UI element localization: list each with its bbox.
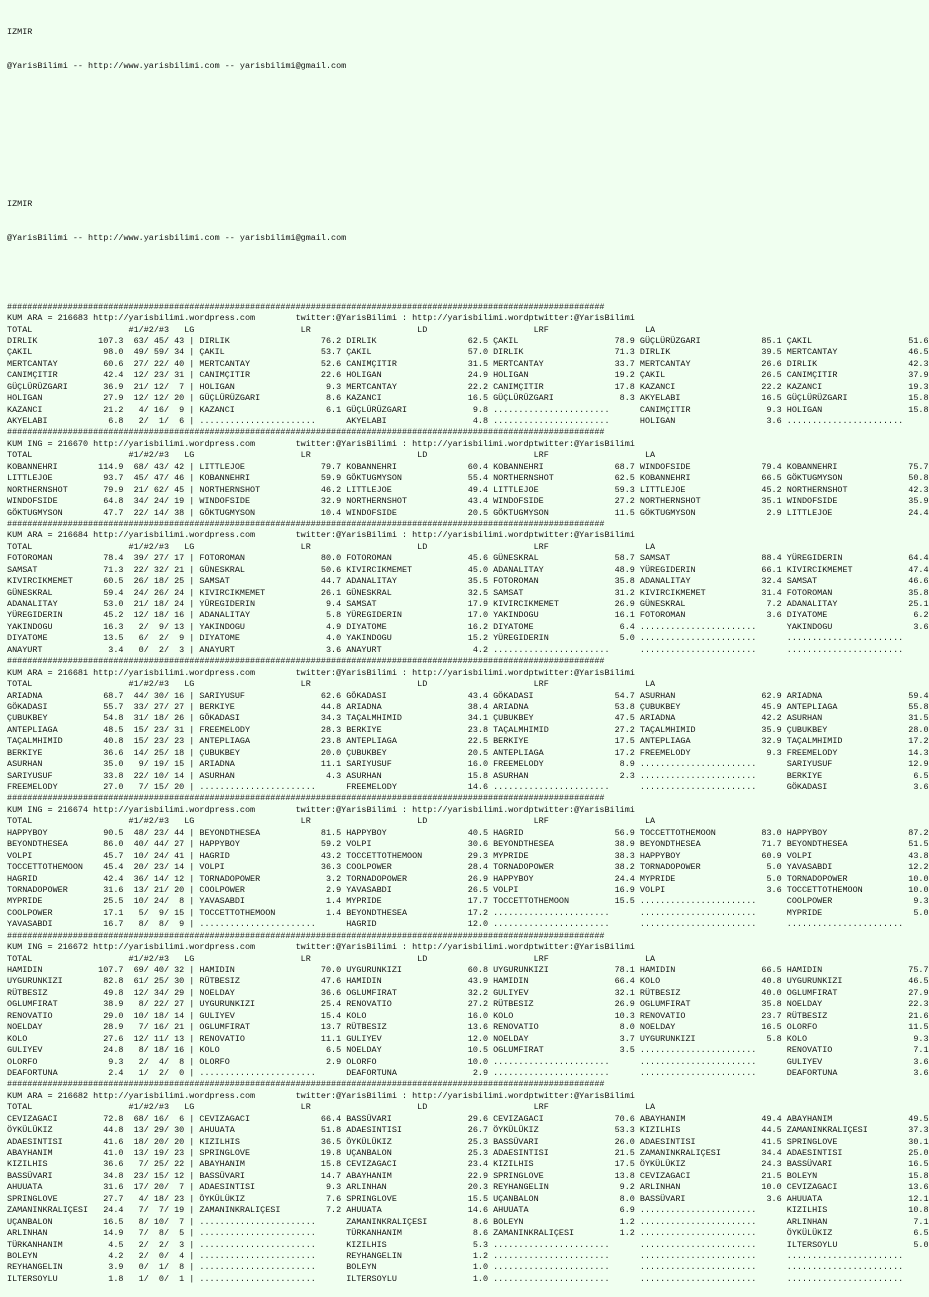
column-header-row: TOTAL #1/#2/#3 LG LR LD LRF LA — [7, 324, 656, 335]
race-sections — [7, 302, 929, 1286]
spacer — [7, 130, 929, 141]
result-row: MERTCANTAY 60.6 27/ 22/ 40 | MERTCANTAY 52.6 CANIMÇITIR 31.5 MERTCANTAY 33.7 MERTCANTAY 26.6 DIRLIK 42.3 — [7, 358, 929, 369]
result-row: LITTLEJOE 93.7 45/ 47/ 46 | KOBANNEHRI 59.9 GÖKTUGMYSON 55.4 NORTHERNSHOT 62.5 KOBANNEHRI 66.5 GÖKTUGMYSON 50.8 — [7, 473, 929, 484]
result-row: KAZANCI 21.2 4/ 16/ 9 | KAZANCI 6.1 GÜÇLÜRÜZGARI 9.8 ....................... CANIMÇITIR 9.3 HOLIGAN 15.8 — [7, 404, 929, 415]
result-row: YÜREGIDERIN 45.2 12/ 18/ 16 | ADANALITAY 5.8 YÜREGIDERIN 17.0 YAKINDOGU 16.1 FOTOROMAN 3.6 DIYATOME 6.2 — [7, 610, 929, 621]
column-header-row: TOTAL #1/#2/#3 LG LR LD LRF LA — [7, 679, 656, 690]
result-row: DEAFORTUNA 2.4 1/ 2/ 0 | ....................... DEAFORTUNA 2.9 ....................... ....................... DEAFORTUNA 3.6 — [7, 1067, 929, 1078]
section-title: KUM ARA = 216683 http://yarisbilimi.wordpress.com twitter:@YarisBilimi : http://yarisbilimi.wordptwitter:@YarisBilimi — [7, 313, 635, 324]
section-title: KUM ARA = 216681 http://yarisbilimi.wordpress.com twitter:@YarisBilimi : http://yarisbilimi.wordptwitter:@YarisBilimi — [7, 667, 635, 678]
result-row: NOELDAY 28.9 7/ 16/ 21 | OGLUMFIRAT 13.7 RÜTBESIZ 13.6 RENOVATIO 8.0 NOELDAY 16.5 OLORFO 11.5 — [7, 1022, 929, 1033]
result-row: HAGRID 42.4 36/ 14/ 12 | TORNADOPOWER 3.2 TORNADOPOWER 26.9 HAPPYBOY 24.4 MYPRIDE 5.0 TORNADOPOWER 10.0 — [7, 873, 929, 884]
column-header-row: TOTAL #1/#2/#3 LG LR LD LRF LA — [7, 450, 656, 461]
result-row: ÇAKIL 98.0 49/ 59/ 34 | ÇAKIL 53.7 ÇAKIL 57.0 DIRLIK 71.3 DIRLIK 39.5 MERTCANTAY 46.5 — [7, 347, 929, 358]
result-row: BERKIYE 36.6 14/ 25/ 18 | ÇUBUKBEY 20.0 ÇUBUKBEY 20.5 ANTEPLIAGA 17.2 FREEMELODY 9.3 FREEMELODY 14.3 — [7, 747, 929, 758]
result-row: UYGURUNKIZI 82.8 61/ 25/ 30 | RÜTBESIZ 47.6 HAMIDIN 43.9 HAMIDIN 66.4 KOLO 40.8 UYGURUNKIZI 46.5 — [7, 976, 929, 987]
result-row: MYPRIDE 25.5 10/ 24/ 8 | YAVASABDI 1.4 MYPRIDE 17.7 TOCCETTOTHEMOON 15.5 ....................... COOLPOWER 9.3 — [7, 896, 929, 907]
result-row: NORTHERNSHOT 79.9 21/ 62/ 45 | NORTHERNSHOT 46.2 LITTLEJOE 49.4 LITTLEJOE 59.3 LITTLEJOE 45.2 NORTHERNSHOT 42.3 — [7, 484, 929, 495]
header-contact: @YarisBilimi -- http://www.yarisbilimi.com -- yarisbilimi@gmail.com — [7, 61, 347, 72]
result-row: GÖKTUGMYSON 47.7 22/ 14/ 38 | GÖKTUGMYSON 10.4 WINDOFSIDE 20.5 GÖKTUGMYSON 11.5 GÖKTUGMYSON 2.9 LITTLEJOE 24.4 — [7, 507, 929, 518]
result-row: REYHANGELIN 3.9 0/ 1/ 8 | ....................... BOLEYN 1.0 ....................... ....................... ....................... — [7, 1262, 929, 1273]
result-row: ARIADNA 68.7 44/ 30/ 16 | SARIYUSUF 62.6 GÖKADASI 43.4 GÖKADASI 54.7 ASURHAN 62.9 ARIADNA 59.4 — [7, 690, 929, 701]
section-divider: ###################################################################################################################### — [7, 930, 605, 941]
spacer — [7, 164, 929, 175]
result-row: GULIYEV 24.8 8/ 18/ 16 | KOLO 6.5 NOELDAY 10.5 OGLUMFIRAT 3.5 ....................... RENOVATIO 7.1 — [7, 1045, 929, 1056]
section-title: KUM ING = 216674 http://yarisbilimi.wordpress.com twitter:@YarisBilimi : http://yarisbilimi.wordptwitter:@YarisBilimi — [7, 804, 635, 815]
result-row: COOLPOWER 17.1 5/ 9/ 15 | TOCCETTOTHEMOON 1.4 BEYONDTHESEA 17.2 ....................... ....................... MYPRIDE 5.0 — [7, 907, 929, 918]
result-row: ZAMANINKRALIÇESI 24.4 7/ 7/ 19 | ZAMANINKRALIÇESI 7.2 AHUUATA 14.6 AHUUATA 6.9 ....................... KIZILHIS 10.8 — [7, 1205, 929, 1216]
result-row: BOLEYN 4.2 2/ 0/ 4 | ....................... REYHANGELIN 1.2 ....................... ....................... ....................... — [7, 1250, 929, 1261]
spacer — [7, 267, 929, 278]
column-header-row: TOTAL #1/#2/#3 LG LR LD LRF LA — [7, 541, 656, 552]
result-row: CANIMÇITIR 42.4 12/ 23/ 31 | CANIMÇITIR 22.6 HOLIGAN 24.9 HOLIGAN 19.2 ÇAKIL 26.5 CANIMÇITIR 37.9 — [7, 370, 929, 381]
result-row: TAÇALMHIMID 40.8 15/ 23/ 23 | ANTEPLIAGA 23.8 ANTEPLIAGA 22.5 BERKIYE 17.5 ANTEPLIAGA 32.9 TAÇALMHIMID 17.2 — [7, 736, 929, 747]
result-row: TOCCETTOTHEMOON 45.4 20/ 23/ 14 | VOLPI 36.3 COOLPOWER 28.4 TORNADOPOWER 38.2 TORNADOPOWER 5.0 YAVASABDI 12.2 — [7, 862, 929, 873]
result-row: ANTEPLIAGA 48.5 15/ 23/ 31 | FREEMELODY 28.3 BERKIYE 23.8 TAÇALMHIMID 27.2 TAÇALMHIMID 35.9 ÇUBUKBEY 28.0 — [7, 724, 929, 735]
result-row: HAPPYBOY 90.5 48/ 23/ 44 | BEYONDTHESEA 81.5 HAPPYBOY 40.5 HAGRID 56.9 TOCCETTOTHEMOON 83.0 HAPPYBOY 87.2 — [7, 827, 929, 838]
result-row: FOTOROMAN 78.4 39/ 27/ 17 | FOTOROMAN 80.0 FOTOROMAN 45.6 GÜNESKRAL 58.7 SAMSAT 88.4 YÜREGIDERIN 64.4 — [7, 553, 929, 564]
result-row: SAMSAT 71.3 22/ 32/ 21 | GÜNESKRAL 50.6 KIVIRCIKMEMET 45.0 ADANALITAY 48.9 YÜREGIDERIN 66.1 KIVIRCIKMEMET 47.4 — [7, 564, 929, 575]
section-title: KUM ARA = 216684 http://yarisbilimi.wordpress.com twitter:@YarisBilimi : http://yarisbilimi.wordptwitter:@YarisBilimi — [7, 530, 635, 541]
result-row: DIYATOME 13.5 6/ 2/ 9 | DIYATOME 4.0 YAKINDOGU 15.2 YÜREGIDERIN 5.0 ....................... ....................... — [7, 633, 929, 644]
result-row: OGLUMFIRAT 38.9 8/ 22/ 27 | UYGURUNKIZI 25.4 RENOVATIO 27.2 RÜTBESIZ 26.9 OGLUMFIRAT 35.8 NOELDAY 22.3 — [7, 999, 929, 1010]
result-row: HOLIGAN 27.9 12/ 12/ 20 | GÜÇLÜRÜZGARI 8.6 KAZANCI 16.5 GÜÇLÜRÜZGARI 8.3 AKYELABI 16.5 GÜÇLÜRÜZGARI 15.8 — [7, 393, 929, 404]
column-header-row: TOTAL #1/#2/#3 LG LR LD LRF LA — [7, 953, 656, 964]
spacer — [7, 96, 929, 107]
result-row: BEYONDTHESEA 86.0 40/ 44/ 27 | HAPPYBOY 59.2 VOLPI 30.6 BEYONDTHESEA 38.9 BEYONDTHESEA 71.7 BEYONDTHESEA 51.5 — [7, 839, 929, 850]
result-row: GÖKADASI 55.7 33/ 27/ 27 | BERKIYE 44.8 ARIADNA 38.4 ARIADNA 53.8 ÇUBUKBEY 45.9 ANTEPLIAGA 55.8 — [7, 701, 929, 712]
result-row: AKYELABI 6.8 2/ 1/ 6 | ....................... AKYELABI 4.8 ....................... HOLIGAN 3.6 ....................... — [7, 416, 929, 427]
section-divider: ###################################################################################################################### — [7, 427, 605, 438]
section-divider: ###################################################################################################################### — [7, 301, 605, 312]
result-row: KOLO 27.6 12/ 11/ 13 | RENOVATIO 11.1 GULIYEV 12.0 NOELDAY 3.7 UYGURUNKIZI 5.8 KOLO 9.3 — [7, 1033, 929, 1044]
result-row: AHUUATA 31.6 17/ 20/ 7 | ADAESINTISI 9.3 ARLINHAN 20.3 REYHANGELIN 9.2 ARLINHAN 10.0 CEVIZAGACI 13.6 — [7, 1182, 929, 1193]
result-row: KIVIRCIKMEMET 60.5 26/ 18/ 25 | SAMSAT 44.7 ADANALITAY 35.5 FOTOROMAN 35.8 ADANALITAY 32.4 SAMSAT 46.6 — [7, 576, 929, 587]
result-row: CEVIZAGACI 72.8 68/ 16/ 6 | CEVIZAGACI 66.4 BASSÜVARI 29.6 CEVIZAGACI 70.6 ABAYHANIM 49.4 ABAYHANIM 49.5 — [7, 1113, 929, 1124]
section-title: KUM ING = 216672 http://yarisbilimi.wordpress.com twitter:@YarisBilimi : http://yarisbilimi.wordptwitter:@YarisBilimi — [7, 942, 635, 953]
section-divider: ###################################################################################################################### — [7, 1079, 605, 1090]
result-row: KOBANNEHRI 114.9 68/ 43/ 42 | LITTLEJOE 79.7 KOBANNEHRI 60.4 KOBANNEHRI 68.7 WINDOFSIDE 79.4 KOBANNEHRI 75.7 — [7, 461, 929, 472]
result-row: ÖYKÜLÜKIZ 44.8 13/ 29/ 30 | AHUUATA 51.8 ADAESINTISI 26.7 ÖYKÜLÜKIZ 53.3 KIZILHIS 44.5 ZAMANINKRALIÇESI 37.3 — [7, 1125, 929, 1136]
result-row: BASSÜVARI 34.8 23/ 15/ 12 | BASSÜVARI 14.7 ABAYHANIM 22.9 SPRINGLOVE 13.8 CEVIZAGACI 21.5 BOLEYN 15.8 — [7, 1170, 929, 1181]
section-title: KUM ING = 216670 http://yarisbilimi.wordpress.com twitter:@YarisBilimi : http://yarisbilimi.wordptwitter:@YarisBilimi — [7, 438, 635, 449]
result-row: RÜTBESIZ 49.8 12/ 34/ 29 | NOELDAY 36.6 OGLUMFIRAT 32.2 GULIYEV 32.1 RÜTBESIZ 40.0 OGLUMFIRAT 27.9 — [7, 987, 929, 998]
result-row: GÜNESKRAL 59.4 24/ 26/ 24 | KIVIRCIKMEMET 26.1 GÜNESKRAL 32.5 SAMSAT 31.2 KIVIRCIKMEMET 31.4 FOTOROMAN 35.8 — [7, 587, 929, 598]
result-row: YAKINDOGU 16.3 2/ 9/ 13 | YAKINDOGU 4.9 DIYATOME 16.2 DIYATOME 6.4 ....................... YAKINDOGU 3.6 — [7, 621, 929, 632]
result-row: ADANALITAY 53.0 21/ 18/ 24 | YÜREGIDERIN 9.4 SAMSAT 17.9 KIVIRCIKMEMET 26.9 GÜNESKRAL 7.2 ADANALITAY 25.1 — [7, 599, 929, 610]
column-header-row: TOTAL #1/#2/#3 LG LR LD LRF LA — [7, 1102, 656, 1113]
column-header-row: TOTAL #1/#2/#3 LG LR LD LRF LA — [7, 816, 656, 827]
result-row: ILTERSOYLU 1.8 1/ 0/ 1 | ....................... ILTERSOYLU 1.0 ....................... ....................... ....................... — [7, 1273, 929, 1284]
result-row: SPRINGLOVE 27.7 4/ 18/ 23 | ÖYKÜLÜKIZ 7.6 SPRINGLOVE 15.5 UÇANBALON 8.0 BASSÜVARI 3.6 AHUUATA 12.1 — [7, 1193, 929, 1204]
result-row: ÇUBUKBEY 54.8 31/ 18/ 26 | GÖKADASI 34.3 TAÇALMHIMID 34.1 ÇUBUKBEY 47.5 ARIADNA 42.2 ASURHAN 31.5 — [7, 713, 929, 724]
result-row: ANAYURT 3.4 0/ 2/ 3 | ANAYURT 3.6 ANAYURT 4.2 ....................... ....................... ....................... — [7, 644, 929, 655]
result-row: FREEMELODY 27.0 7/ 15/ 20 | ....................... FREEMELODY 14.6 ....................... ....................... GÖKADASI 3.6 — [7, 782, 929, 793]
result-row: ABAYHANIM 41.0 13/ 19/ 23 | SPRINGLOVE 19.8 UÇANBALON 25.3 ADAESINTISI 21.5 ZAMANINKRALIÇESI 34.4 ADAESINTISI 25.0 — [7, 1148, 929, 1159]
result-row: KIZILHIS 36.6 7/ 25/ 22 | ABAYHANIM 15.8 CEVIZAGACI 23.4 KIZILHIS 17.5 ÖYKÜLÜKIZ 24.3 BASSÜVARI 16.5 — [7, 1159, 929, 1170]
header-city: IZMIR — [7, 26, 33, 37]
header-contact-repeat: @YarisBilimi -- http://www.yarisbilimi.com -- yarisbilimi@gmail.com — [7, 232, 347, 243]
result-row: SARIYUSUF 33.8 22/ 10/ 14 | ASURHAN 4.3 ASURHAN 15.8 ASURHAN 2.3 ....................... BERKIYE 6.5 — [7, 770, 929, 781]
section-divider: ###################################################################################################################### — [7, 656, 605, 667]
result-row: GÜÇLÜRÜZGARI 36.9 21/ 12/ 7 | HOLIGAN 9.3 MERTCANTAY 22.2 CANIMÇITIR 17.8 KAZANCI 22.2 KAZANCI 19.3 — [7, 381, 929, 392]
result-row: RENOVATIO 29.0 10/ 18/ 14 | GULIYEV 15.4 KOLO 16.0 KOLO 10.3 RENOVATIO 23.7 RÜTBESIZ 21.6 — [7, 1010, 929, 1021]
result-row: HAMIDIN 107.7 69/ 40/ 32 | HAMIDIN 70.0 UYGURUNKIZI 60.8 UYGURUNKIZI 78.1 HAMIDIN 66.5 HAMIDIN 75.7 — [7, 965, 929, 976]
result-row: ARLINHAN 14.9 7/ 8/ 5 | ....................... TÜRKANHANIM 8.6 ZAMANINKRALIÇESI 1.2 ....................... ÖYKÜLÜKIZ 6.5 — [7, 1228, 929, 1239]
result-row: DIRLIK 107.3 63/ 45/ 43 | DIRLIK 76.2 DIRLIK 62.5 ÇAKIL 78.9 GÜÇLÜRÜZGARI 85.1 ÇAKIL 51.6 — [7, 335, 929, 346]
result-row: VOLPI 45.7 10/ 24/ 41 | HAGRID 43.2 TOCCETTOTHEMOON 29.3 MYPRIDE 38.3 HAPPYBOY 60.9 VOLPI 43.8 — [7, 850, 929, 861]
result-row: TÜRKANHANIM 4.5 2/ 2/ 3 | ....................... KIZILHIS 5.3 ....................... ....................... ILTERSOYLU 5.0 — [7, 1239, 929, 1250]
result-row: ASURHAN 35.0 9/ 19/ 15 | ARIADNA 11.1 SARIYUSUF 16.0 FREEMELODY 8.9 ....................... SARIYUSUF 12.9 — [7, 759, 929, 770]
section-divider: ###################################################################################################################### — [7, 518, 605, 529]
race-report-document — [7, 4, 929, 1297]
section-divider: ###################################################################################################################### — [7, 793, 605, 804]
result-row: WINDOFSIDE 64.8 34/ 24/ 19 | WINDOFSIDE 32.9 NORTHERNSHOT 43.4 WINDOFSIDE 27.2 NORTHERNSHOT 35.1 WINDOFSIDE 35.9 — [7, 496, 929, 507]
result-row: OLORFO 9.3 2/ 4/ 8 | OLORFO 2.9 OLORFO 10.0 ....................... ....................... GULIYEV 3.6 — [7, 1056, 929, 1067]
header-city-repeat: IZMIR — [7, 198, 33, 209]
section-title: KUM ARA = 216682 http://yarisbilimi.wordpress.com twitter:@YarisBilimi : http://yarisbilimi.wordptwitter:@YarisBilimi — [7, 1090, 635, 1101]
result-row: UÇANBALON 16.5 8/ 10/ 7 | ....................... ZAMANINKRALIÇESI 8.6 BOLEYN 1.2 ....................... ARLINHAN 7.1 — [7, 1216, 929, 1227]
result-row: TORNADOPOWER 31.6 13/ 21/ 20 | COOLPOWER 2.9 YAVASABDI 26.5 VOLPI 16.9 VOLPI 3.6 TOCCETTOTHEMOON 10.0 — [7, 884, 929, 895]
result-row: ADAESINTISI 41.6 18/ 20/ 20 | KIZILHIS 36.5 ÖYKÜLÜKIZ 25.3 BASSÜVARI 26.0 ADAESINTISI 41.5 SPRINGLOVE 30.1 — [7, 1136, 929, 1147]
result-row: YAVASABDI 16.7 8/ 8/ 9 | ....................... HAGRID 12.0 ....................... ....................... ....................... — [7, 919, 929, 930]
